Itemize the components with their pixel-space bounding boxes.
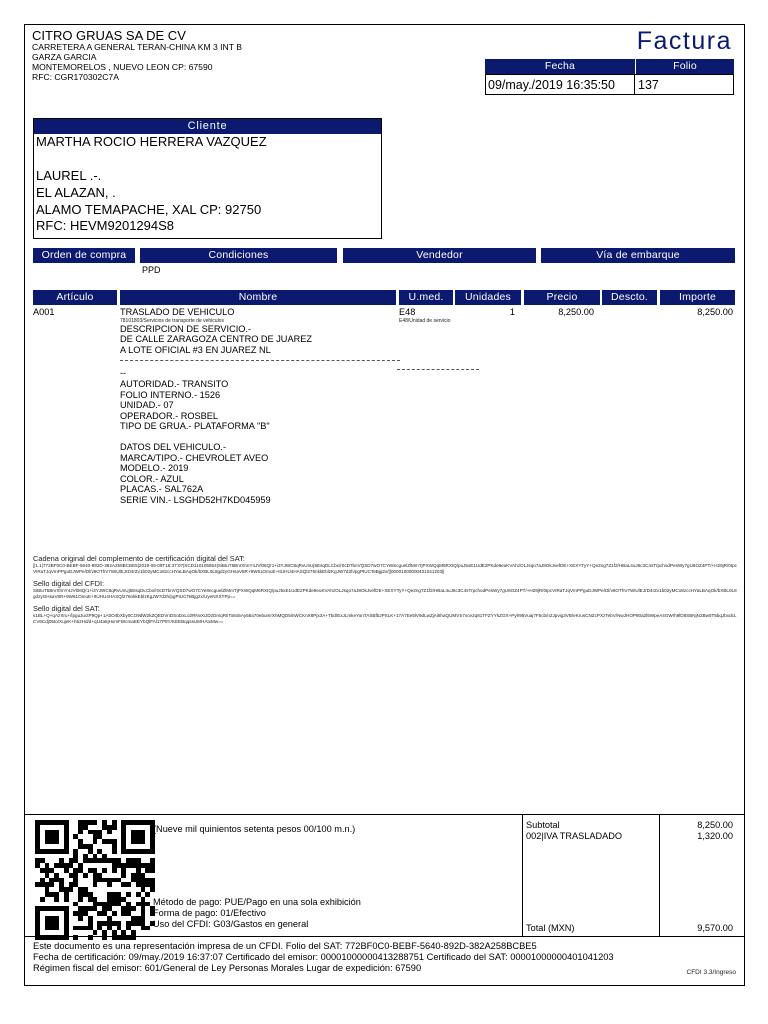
client-address-1: LAUREL .-. bbox=[36, 168, 102, 183]
cfdi-version: CFDI 3.3/Ingreso bbox=[686, 969, 736, 976]
cadena-text: ||1.1|772BF0C0-BEBF-5640-892D-382A258BCBE5|2019-05-09T16:37:07|SCD110105654|SiBtuT5BnrXhnY4JVl06Qr1+i3YJWC8qRvUnUj5EsqDLCbx/r0cD7bnVQSD7wO7CYe8ncguelZlMmTjPXWQqM6RXIQ/puJ5xE1UdE2PKde9euKVAhzOLJsqo7aJ8OkJvefDE+XEXYTyY+Qe2ng7Z1f2/HBaL4uJ6c3C4sTrpchodPesWy7gU6OZ4PT/+H29jR/0IpcVIRaTJqVmPPguDJWPe/Dl/v6OThV7WiUlEJrD4rZv1b02yMCo8zccHYaLBAqOk/bXBL0L8gdzyGHsaV8R+9W61OmuE+ItUHU4HASQl276nkkEblzKgJW7d2h/pgPIUCTeBjg2x/||00001000000401041203|| bbox=[33, 563, 737, 574]
totals-divider-left bbox=[522, 815, 523, 936]
unidades-header: Unidades bbox=[455, 290, 521, 305]
sat-block bbox=[33, 554, 737, 625]
condiciones-header: Condiciones bbox=[140, 248, 337, 263]
client-rfc: RFC: HEVM9201294S8 bbox=[36, 218, 175, 233]
umed-header: U.med. bbox=[399, 290, 453, 305]
item-vehicle-2: MARCA/TIPO.- CHEVROLET AVEO bbox=[120, 452, 269, 463]
fecha-header: Fecha bbox=[485, 59, 635, 74]
total-label: Total (MXN) bbox=[526, 923, 575, 933]
item-vehicle-6: SERIE VIN.- LSGHD52H7KD045959 bbox=[120, 494, 271, 505]
folio-value-cell bbox=[634, 74, 734, 95]
client-box bbox=[33, 118, 382, 239]
item-detail-1: AUTORIDAD.- TRANSITO bbox=[120, 378, 229, 389]
item-separator-ext bbox=[397, 369, 479, 370]
articulo-header: Artículo bbox=[33, 290, 117, 305]
sello-cfdi-label: Sello digital del CFDI: bbox=[33, 579, 105, 589]
legal-line-1: Este documento es una representación impresa de un CFDI. Folio del SAT: 772BF0C0-BEBF-5640-892D-382A258BCBE5 bbox=[33, 941, 537, 951]
item-desc-3: A LOTE OFICIAL #3 EN JUAREZ NL bbox=[120, 344, 271, 355]
invoice-page bbox=[24, 24, 745, 986]
legal-line-3: Régimen fiscal del emisor: 601/General de Ley Personas Morales Lugar de expedición: 67590 bbox=[33, 963, 422, 973]
totals-divider-right bbox=[659, 815, 660, 936]
item-nombre: TRASLADO DE VEHICULO bbox=[120, 307, 235, 317]
item-separator bbox=[120, 360, 400, 368]
sello-cfdi-text: SiBtuT5BnrXhnY4JVl06Qr1+i3YJWC8qRvUnUj5EsqDLCbx/r0cD7bnVQSD7wO7CYe8ncguelZlMmTjPXWQqM6RXIQ/puJ5xE1UdE2PKde9euKVAhzOLJsqo7aJ8OkJvefDE+XEXYTyY+Qe2ng7Z1f2/HBaL4uJ6c3C4sTrpchodPesWy7gU6OZ4PT/+H29jR/0IpcVIRaTJqVmPPguDJWPe/Dl/v6OThV7WiUlEJrD4rZv1b02yMCo8zccHYaLBAqOk/bXBL0L8gdzyGHsaV8R+9W61OmuE+ItUHU4HASQl276nkkEblzKgJW7d2h/pgPIUCTeBjg2x/UyeNXXTPp== bbox=[33, 588, 737, 599]
descto-header: Descto. bbox=[602, 290, 657, 305]
item-detail-2: FOLIO INTERNO.- 1526 bbox=[120, 389, 221, 400]
item-detail-5: TIPO DE GRUA.- PLATAFORMA "B" bbox=[120, 421, 270, 432]
document-title: Factura bbox=[636, 27, 732, 55]
iva-label: 002|IVA TRASLADADO bbox=[526, 831, 623, 841]
issuer-address-3: MONTEMORELOS , NUEVO LEON CP: 67590 bbox=[32, 62, 213, 72]
subtotal-label: Subtotal bbox=[526, 820, 560, 830]
client-address-3: ALAMO TEMAPACHE, XAL CP: 92750 bbox=[36, 202, 262, 217]
qr-code bbox=[35, 820, 155, 940]
nombre-header: Nombre bbox=[120, 290, 396, 305]
via-embarque-header: Vía de embarque bbox=[541, 248, 735, 263]
metodo-pago: Método de pago: PUE/Pago en una sola exhibición bbox=[153, 897, 361, 907]
item-desc-1: DESCRIPCION DE SERVICIO.- bbox=[120, 323, 252, 334]
client-header: Cliente bbox=[34, 119, 381, 134]
footer-box bbox=[25, 814, 744, 936]
item-importe: 8,250.00 bbox=[697, 307, 733, 317]
forma-pago: Forma de pago: 01/Efectivo bbox=[153, 908, 266, 918]
amount-in-words: (Nueve mil quinientos setenta pesos 00/100 m.n.) bbox=[153, 824, 356, 834]
item-description bbox=[120, 307, 400, 506]
folio-value: 137 bbox=[638, 78, 659, 92]
fecha-value-cell bbox=[485, 74, 635, 95]
item-detail-3: UNIDAD.- 07 bbox=[120, 400, 174, 411]
client-address-2: EL ALAZAN, . bbox=[36, 185, 116, 200]
item-vehicle-5: PLACAS.- SAL762A bbox=[120, 484, 204, 495]
condiciones-value: PPD bbox=[142, 265, 161, 275]
item-detail-4: OPERADOR.- ROSBEL bbox=[120, 410, 219, 421]
total-value: 9,570.00 bbox=[697, 923, 733, 933]
cadena-label: Cadena original del complemento de certificación digital del SAT: bbox=[33, 554, 245, 563]
item-vehicle-3: MODELO.- 2019 bbox=[120, 463, 189, 474]
sello-sat-label: Sello digital del SAT: bbox=[33, 604, 100, 614]
issuer-rfc: RFC: CGR170302C7A bbox=[32, 72, 119, 82]
legal-line-2: Fecha de certificación: 09/may./2019 16:37:07 Certificado del emisor: 00001000000413288751 Certificado del SAT: 00001000000401041203 bbox=[33, 952, 614, 962]
item-dash-line: -- bbox=[120, 368, 127, 379]
item-desc-2: DE CALLE ZARAGOZA CENTRO DE JUAREZ bbox=[120, 334, 312, 345]
item-vehicle-1: DATOS DEL VEHICULO.- bbox=[120, 441, 227, 452]
item-precio: 8,250.00 bbox=[558, 307, 594, 317]
iva-value: 1,320.00 bbox=[697, 831, 733, 841]
client-name: MARTHA ROCIO HERRERA VAZQUEZ bbox=[36, 134, 267, 149]
fecha-value: 09/may./2019 16:35:50 bbox=[488, 78, 615, 92]
issuer-address-1: CARRETERA A GENERAL TERAN-CHINA KM 3 INT B bbox=[32, 42, 242, 52]
issuer-block bbox=[32, 29, 362, 82]
issuer-name: CITRO GRUAS SA DE CV bbox=[32, 28, 186, 43]
legal-block bbox=[25, 936, 744, 986]
precio-header: Precio bbox=[524, 290, 600, 305]
orden-compra-header: Orden de compra bbox=[33, 248, 135, 263]
folio-header: Folio bbox=[636, 59, 734, 74]
item-unidades: 1 bbox=[509, 307, 515, 317]
uso-cfdi: Uso del CFDI: G03/Gastos en general bbox=[153, 919, 309, 929]
importe-header: Importe bbox=[660, 290, 735, 305]
issuer-address-2: GARZA GARCIA bbox=[32, 52, 97, 62]
sello-sat-text: s1BL+Q+qAzXru+/lpguJuctP9Qp+1A0O4bXby0CO9dW2kZQEDVnDSoDxLo2RNvXiJDzDmqRIiTo8o5Ay58a70ebumrXhMQD5lnWCKnX8Pjx3A+Tbd/ExJLmkeYonTASBfbJPSLK+17A7Ee5lV9dLwZjAi8haQUMVS7xce2q81TFZYYkZGX+Pylr95Vuaj7F5cb/n2Jpvig3VB/eKrusCNZcPXzTebV/NwJHOP80a2l5WpeA4GWrh9lD8SBNjN2Bw0T5bqJbxdcLCV6Cdj05to/XujeK+h52Hd/d+qU4a5jHxmFWcmaEEYbQlFAl17P9Y/KEEBqqssUMHAIxMw== bbox=[33, 613, 737, 624]
vendedor-header: Vendedor bbox=[343, 248, 536, 263]
item-umed-desc: E48/Unidad de servicio bbox=[399, 318, 451, 324]
subtotal-value: 8,250.00 bbox=[697, 820, 733, 830]
item-vehicle-4: COLOR.- AZUL bbox=[120, 473, 184, 484]
item-clave: 78101803/Servicios de transporte de vehiculos bbox=[120, 317, 224, 324]
item-articulo: A001 bbox=[33, 307, 55, 317]
item-umed: E48 bbox=[399, 307, 416, 317]
